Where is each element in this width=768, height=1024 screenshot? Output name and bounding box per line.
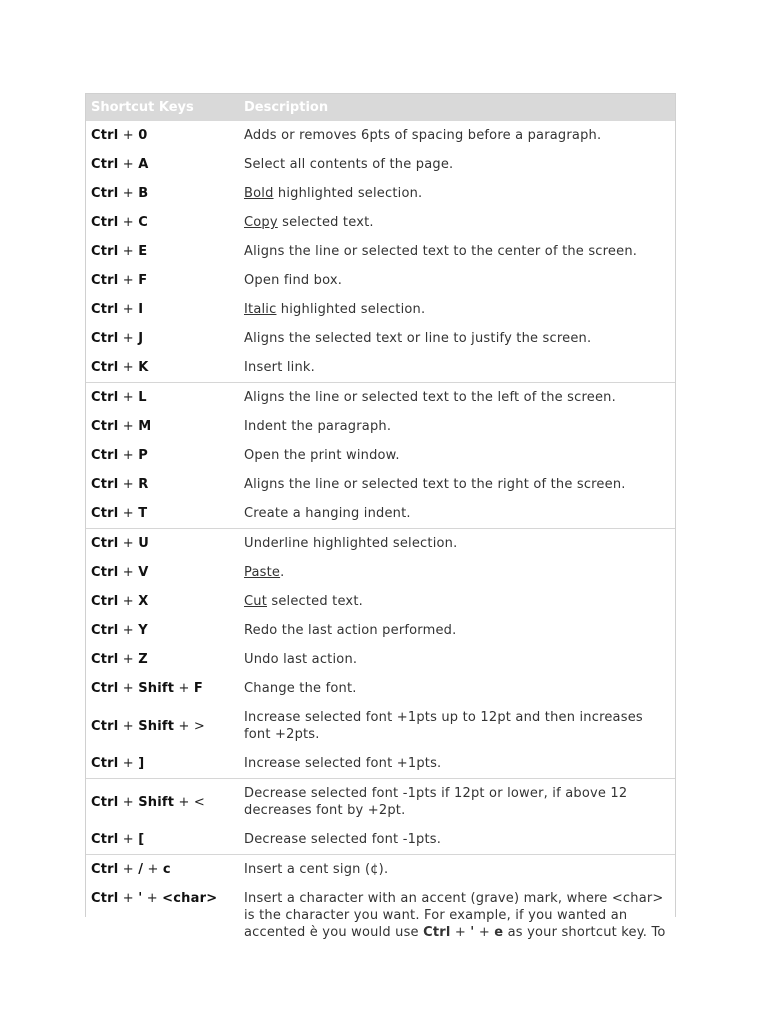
key-plus: + xyxy=(118,536,139,551)
key-part: Ctrl xyxy=(91,536,119,551)
key-part: Ctrl xyxy=(91,360,119,375)
key-part: Ctrl xyxy=(91,419,119,434)
shortcut-description: Create a hanging indent. xyxy=(244,506,411,521)
shortcut-key xyxy=(86,855,239,885)
table-row xyxy=(86,383,675,413)
table-row xyxy=(86,674,675,703)
shortcut-key xyxy=(86,470,239,499)
shortcut-key xyxy=(86,703,239,749)
key-part: X xyxy=(138,594,149,609)
key-part: U xyxy=(138,536,149,551)
key-part: ' xyxy=(470,925,475,940)
bold-link[interactable]: Bold xyxy=(244,186,274,201)
key-plus: + xyxy=(118,681,139,696)
key-part: ' xyxy=(138,891,143,906)
table-row xyxy=(86,441,675,470)
cut-link[interactable]: Cut xyxy=(244,594,268,609)
shortcut-description: Indent the paragraph. xyxy=(244,419,392,434)
shortcut-description: Change the font. xyxy=(244,681,357,696)
key-part: ] xyxy=(138,756,145,771)
key-plus: + xyxy=(118,652,139,667)
key-plus: + xyxy=(143,862,163,877)
table-row xyxy=(86,150,675,179)
table-row xyxy=(86,208,675,237)
key-plus: + xyxy=(118,186,139,201)
table-row xyxy=(86,470,675,499)
shortcut-key xyxy=(86,558,239,587)
table-row xyxy=(86,703,675,749)
table-row xyxy=(86,884,675,947)
table-row xyxy=(86,855,675,885)
key-part: e xyxy=(494,925,504,940)
shortcut-table xyxy=(86,94,675,947)
key-part: E xyxy=(138,244,148,259)
key-plus: + xyxy=(118,331,139,346)
shortcut-key xyxy=(86,825,239,855)
key-plus: + xyxy=(142,891,163,906)
shortcut-key xyxy=(86,324,239,353)
paste-link[interactable]: Paste xyxy=(244,565,281,580)
key-plus: + xyxy=(118,794,139,810)
key-plus: + xyxy=(118,215,139,230)
key-part: c xyxy=(162,862,171,877)
shortcut-table-container xyxy=(85,93,676,940)
shortcut-key xyxy=(86,499,239,529)
shortcut-key xyxy=(86,587,239,616)
key-plus: + xyxy=(118,128,139,143)
shortcut-key xyxy=(86,237,239,266)
shortcut-description xyxy=(239,884,675,947)
table-row xyxy=(86,529,675,559)
key-part: Ctrl xyxy=(91,718,119,734)
key-part: I xyxy=(138,302,144,317)
key-plus: + xyxy=(118,273,139,288)
key-part: Ctrl xyxy=(91,331,119,346)
shortcut-description: Open the print window. xyxy=(244,448,400,463)
key-part: Ctrl xyxy=(91,891,119,906)
table-row xyxy=(86,779,675,826)
key-part: T xyxy=(138,506,148,521)
shortcut-description: Increase selected font +1pts. xyxy=(244,756,442,771)
key-plus: + xyxy=(118,244,139,259)
key-plus: + xyxy=(118,565,139,580)
shortcut-key xyxy=(86,674,239,703)
key-part: Ctrl xyxy=(91,157,119,172)
key-plus: + xyxy=(118,477,139,492)
table-row xyxy=(86,324,675,353)
shortcut-key xyxy=(86,383,239,413)
key-plus: + xyxy=(118,891,139,906)
shortcut-key xyxy=(86,441,239,470)
key-part: Ctrl xyxy=(91,477,119,492)
key-plus: + xyxy=(118,506,139,521)
shortcut-key xyxy=(86,645,239,674)
table-row xyxy=(86,645,675,674)
key-part: F xyxy=(193,681,204,696)
shortcut-description: Decrease selected font -1pts if 12pt or lower, if above 12 decreases font by +2pt. xyxy=(239,779,675,826)
key-plus: + xyxy=(118,623,139,638)
shortcut-key xyxy=(86,779,239,826)
shortcut-key xyxy=(86,529,239,559)
key-plus: + xyxy=(118,594,139,609)
key-plus: + xyxy=(118,448,139,463)
shortcut-description: Insert a cent sign (¢). xyxy=(239,855,675,885)
shortcut-description: Aligns the line or selected text to the left of the screen. xyxy=(239,383,675,413)
key-part: F xyxy=(138,273,148,288)
table-row xyxy=(86,295,675,324)
key-part: Ctrl xyxy=(91,506,119,521)
copy-link[interactable]: Copy xyxy=(244,215,278,230)
key-plus: + xyxy=(118,360,139,375)
key-part: / xyxy=(138,862,144,877)
key-part: 0 xyxy=(138,128,148,143)
shortcut-description: Redo the last action performed. xyxy=(244,623,457,638)
shortcut-description xyxy=(239,208,675,237)
key-part: [ xyxy=(138,832,145,847)
shortcut-description: Adds or removes 6pts of spacing before a paragraph. xyxy=(244,128,602,143)
key-part: Ctrl xyxy=(91,756,119,771)
key-part: Ctrl xyxy=(91,273,119,288)
shortcut-key xyxy=(86,179,239,208)
italic-link[interactable]: Italic xyxy=(244,302,277,317)
description-text: highlighted selection. xyxy=(276,302,426,317)
key-part: Ctrl xyxy=(91,448,119,463)
shortcut-description: Underline highlighted selection. xyxy=(239,529,675,559)
table-row xyxy=(86,558,675,587)
header-shortcut-keys: Shortcut Keys xyxy=(86,94,239,121)
description-text: . xyxy=(280,565,285,580)
table-row xyxy=(86,587,675,616)
key-plus: + xyxy=(474,925,495,940)
shortcut-description: Aligns the selected text or line to justify the screen. xyxy=(244,331,592,346)
shortcut-description: Aligns the line or selected text to the center of the screen. xyxy=(244,244,638,259)
key-plus: + < xyxy=(174,794,206,810)
key-part: Ctrl xyxy=(91,302,119,317)
shortcut-key xyxy=(86,295,239,324)
key-part: Ctrl xyxy=(91,794,119,810)
table-row xyxy=(86,749,675,779)
key-part: Ctrl xyxy=(91,652,119,667)
key-plus: + xyxy=(118,832,139,847)
shortcut-key xyxy=(86,749,239,779)
description-text: selected text. xyxy=(277,215,374,230)
shortcut-key xyxy=(86,208,239,237)
table-row xyxy=(86,237,675,266)
shortcut-key xyxy=(86,884,239,947)
shortcut-description: Open find box. xyxy=(244,273,343,288)
table-row xyxy=(86,412,675,441)
header-description: Description xyxy=(239,94,675,121)
key-plus: + > xyxy=(174,718,206,734)
key-part: Ctrl xyxy=(91,565,119,580)
key-part: Ctrl xyxy=(91,215,119,230)
shortcut-description: Increase selected font +1pts up to 12pt and then increases font +2pts. xyxy=(244,710,643,742)
key-part: J xyxy=(138,331,144,346)
table-row xyxy=(86,266,675,295)
table-row xyxy=(86,179,675,208)
shortcut-description xyxy=(239,558,675,587)
table-row xyxy=(86,616,675,645)
description-text: Insert a character with an accent (grave) mark, where <char> is the character you want. For example, if you wanted an accented è you would use xyxy=(244,891,664,940)
key-part: Ctrl xyxy=(91,128,119,143)
table-row xyxy=(86,825,675,855)
shortcut-key xyxy=(86,616,239,645)
key-part: A xyxy=(138,157,149,172)
key-part: Ctrl xyxy=(91,681,119,696)
key-part: Ctrl xyxy=(91,390,119,405)
key-plus: + xyxy=(118,718,139,734)
shortcut-description xyxy=(239,295,675,324)
shortcut-description xyxy=(239,587,675,616)
key-plus: + xyxy=(118,302,139,317)
key-part: V xyxy=(138,565,149,580)
key-part: R xyxy=(138,477,149,492)
key-plus: + xyxy=(118,862,139,877)
key-part: Y xyxy=(138,623,148,638)
key-part: Ctrl xyxy=(91,594,119,609)
description-text: highlighted selection. xyxy=(273,186,423,201)
key-part: K xyxy=(138,360,149,375)
description-text: selected text. xyxy=(267,594,363,609)
key-part: Ctrl xyxy=(91,186,119,201)
key-plus: + xyxy=(118,419,139,434)
shortcut-description: Select all contents of the page. xyxy=(244,157,454,172)
table-row xyxy=(86,121,675,150)
description-text: as your shortcut key. To xyxy=(503,925,666,940)
key-part: Ctrl xyxy=(91,623,119,638)
key-part: Ctrl xyxy=(91,862,119,877)
key-plus: + xyxy=(118,157,139,172)
key-plus: + xyxy=(118,390,139,405)
shortcut-description xyxy=(239,179,675,208)
shortcut-key xyxy=(86,121,239,150)
key-part: Ctrl xyxy=(423,925,451,940)
shortcut-description: Aligns the line or selected text to the right of the screen. xyxy=(244,477,626,492)
key-part: Shift xyxy=(138,718,175,734)
key-plus: + xyxy=(174,681,194,696)
key-part: L xyxy=(138,390,147,405)
key-part: M xyxy=(138,419,152,434)
key-part: <char> xyxy=(162,891,218,906)
shortcut-description: Insert link. xyxy=(244,360,315,375)
shortcut-key xyxy=(86,266,239,295)
table-header-row xyxy=(86,94,675,121)
key-part: Shift xyxy=(138,681,175,696)
shortcut-key xyxy=(86,412,239,441)
shortcut-key xyxy=(86,353,239,383)
table-row xyxy=(86,499,675,529)
shortcut-description: Decrease selected font -1pts. xyxy=(244,832,442,847)
key-part: Ctrl xyxy=(91,832,119,847)
shortcut-key xyxy=(86,150,239,179)
key-part: P xyxy=(138,448,148,463)
key-plus: + xyxy=(118,756,139,771)
shortcut-description: Undo last action. xyxy=(244,652,358,667)
key-part: Ctrl xyxy=(91,244,119,259)
key-plus: + xyxy=(450,925,471,940)
table-row xyxy=(86,353,675,383)
key-part: C xyxy=(138,215,148,230)
key-part: Shift xyxy=(138,794,175,810)
key-part: Z xyxy=(138,652,148,667)
key-part: B xyxy=(138,186,149,201)
